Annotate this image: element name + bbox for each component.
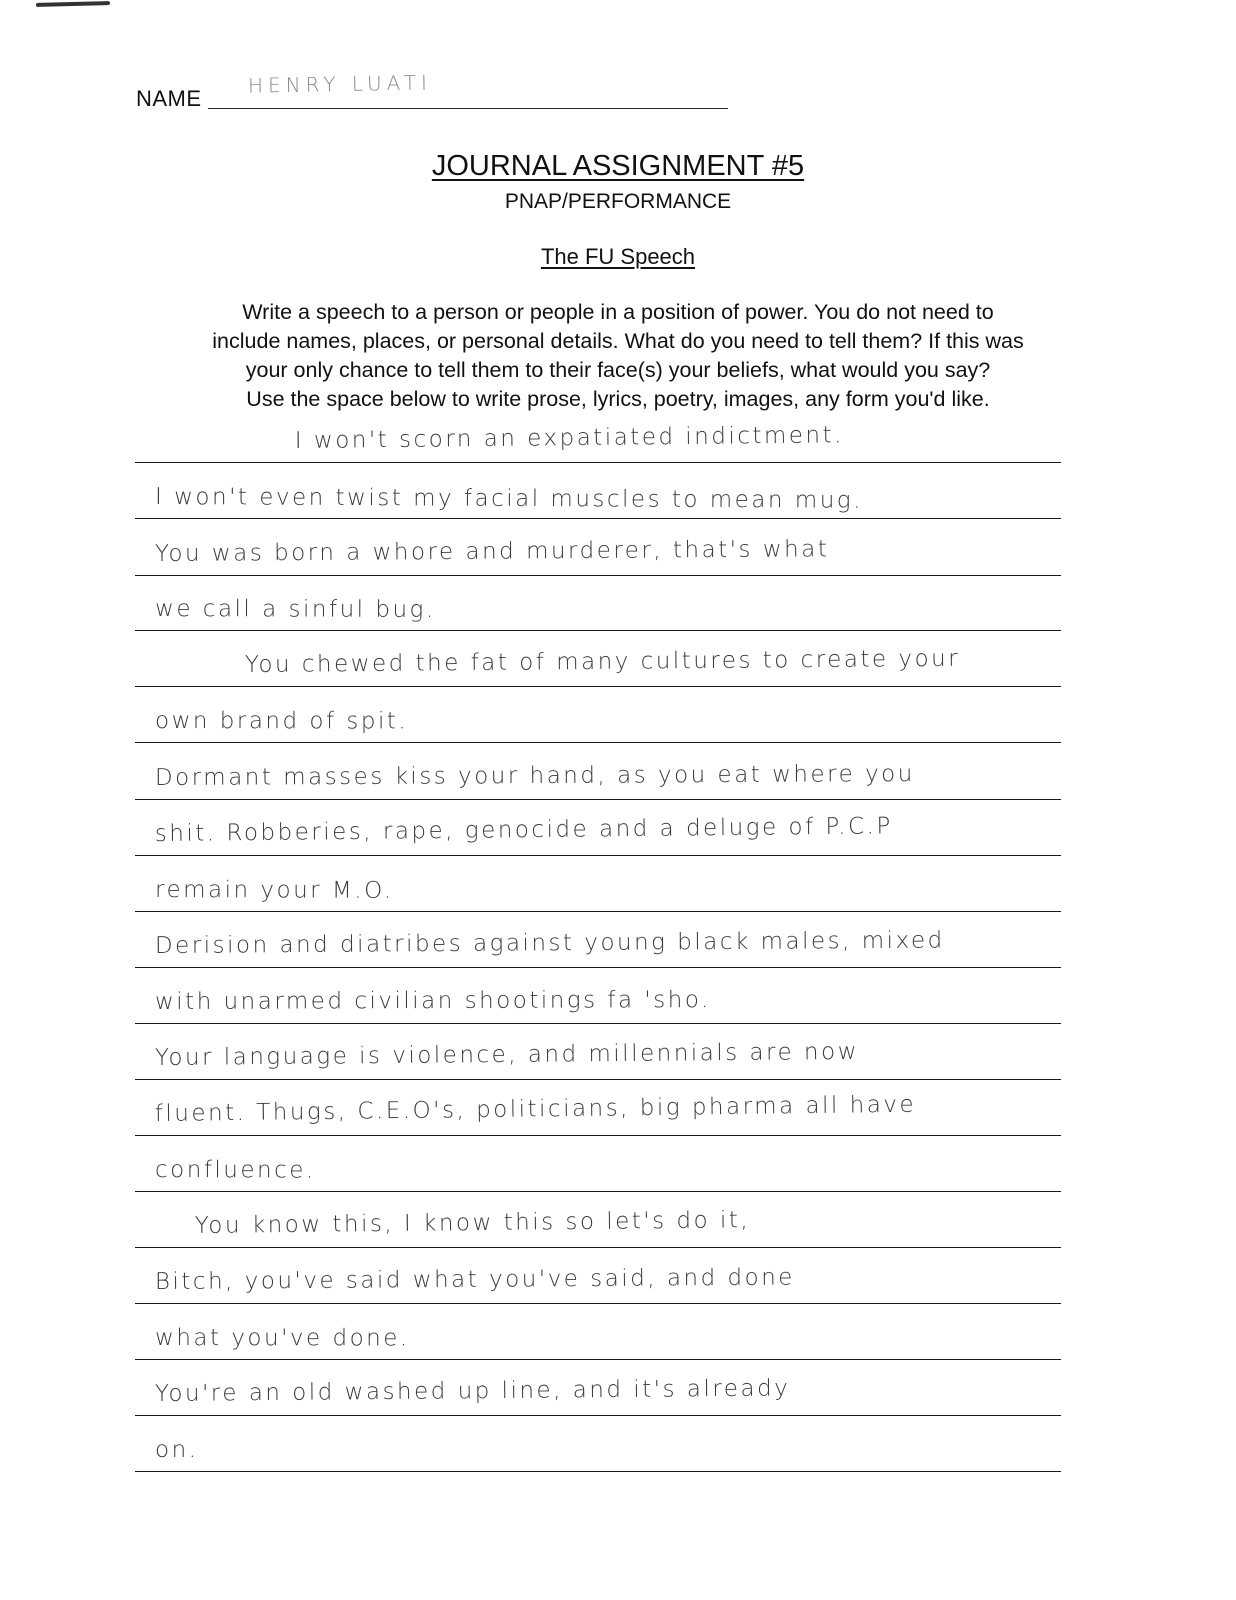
ruled-line <box>135 518 1061 519</box>
assignment-title: JOURNAL ASSIGNMENT #5 <box>431 150 805 182</box>
ruled-line <box>135 1135 1061 1136</box>
handwritten-line: You chewed the fat of many cultures to create your <box>244 645 961 678</box>
speech-title: The FU Speech <box>540 244 696 269</box>
handwritten-line: You know this, I know this so let's do it, <box>194 1207 751 1239</box>
ruled-line <box>135 630 1061 631</box>
instruction-line: your only chance to tell them to their face(s) your beliefs, what would you say? <box>245 358 991 382</box>
handwritten-line: I won't even twist my facial muscles to mean mug. <box>155 484 864 514</box>
handwritten-line: You're an old washed up line, and it's already <box>154 1375 791 1407</box>
ruled-line <box>135 1247 1061 1248</box>
handwritten-line: Dormant masses kiss your hand, as you eat where you <box>154 761 915 791</box>
ruled-line <box>135 1023 1061 1024</box>
handwritten-line: shit. Robberies, rape, genocide and a deluge of P.C.P <box>154 813 893 847</box>
handwritten-line: we call a sinful bug. <box>155 596 436 623</box>
handwritten-line: You was born a whore and murderer, that's what <box>154 536 830 567</box>
ruled-line <box>135 1303 1061 1304</box>
ruled-line <box>135 1079 1061 1080</box>
ruled-line <box>135 575 1061 576</box>
ruled-line <box>135 1471 1061 1472</box>
handwritten-line: Bitch, you've said what you've said, and done <box>154 1264 795 1295</box>
handwritten-line: confluence. <box>155 1157 316 1184</box>
handwritten-line: I won't scorn an expatiated indictment. <box>294 422 845 454</box>
name-value: HENRY LUATI <box>247 70 433 98</box>
handwritten-line: Derision and diatribes against young black males, mixed <box>154 927 945 959</box>
ruled-line <box>135 742 1061 743</box>
handwritten-line: what you've done. <box>155 1325 410 1352</box>
ruled-line <box>135 967 1061 968</box>
instruction-line: include names, places, or personal details. What do you need to tell them? If this was <box>212 329 1024 353</box>
handwritten-line: Your language is violence, and millennials are now <box>154 1038 860 1071</box>
handwritten-line: fluent. Thugs, C.E.O's, politicians, big pharma all have <box>154 1091 917 1127</box>
handwritten-line: own brand of spit. <box>155 708 409 735</box>
ruled-line <box>135 911 1061 912</box>
handwritten-line: on. <box>155 1437 199 1463</box>
name-label: NAME <box>136 86 202 111</box>
ruled-line <box>135 1191 1061 1192</box>
writing-area <box>135 0 1061 1600</box>
ruled-line <box>135 855 1061 856</box>
scan-mark <box>36 1 110 7</box>
ruled-line <box>135 462 1061 463</box>
instruction-line: Use the space below to write prose, lyrics, poetry, images, any form you'd like. <box>246 387 990 411</box>
handwritten-line: remain your M.O. <box>155 877 394 904</box>
ruled-line <box>135 799 1061 800</box>
ruled-line <box>135 686 1061 687</box>
handwritten-line: with unarmed civilian shootings fa 'sho. <box>154 987 711 1015</box>
assignment-subtitle: PNAP/PERFORMANCE <box>504 190 732 213</box>
ruled-line <box>135 1415 1061 1416</box>
ruled-line <box>135 1359 1061 1360</box>
instruction-line: Write a speech to a person or people in a position of power. You do not need to <box>242 300 994 324</box>
